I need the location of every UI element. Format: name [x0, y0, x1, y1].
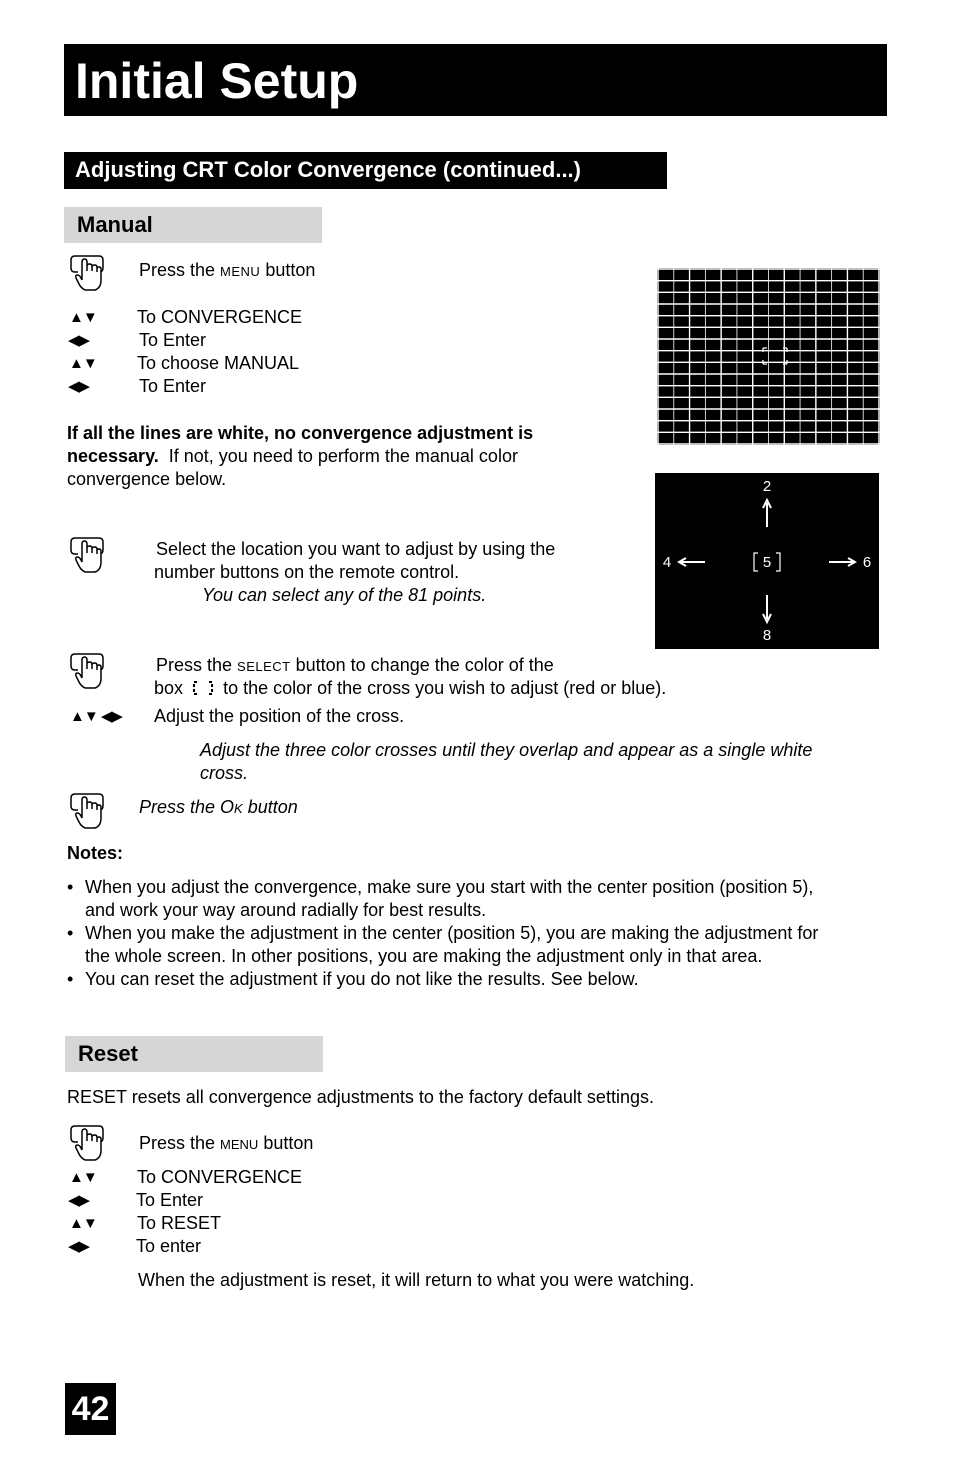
- reset-step: To RESET: [137, 1213, 222, 1233]
- hand-press-icon: [69, 536, 105, 574]
- notes-list: [67, 876, 887, 991]
- up-down-arrow-icon: ▲▼: [69, 1169, 97, 1186]
- select-note: You can select any of the 81 points.: [202, 585, 487, 605]
- note-item: • You can reset the adjustment if you do not like the results. See below.: [67, 968, 887, 991]
- warning-line-1: If all the lines are white, no convergence adjustment is: [67, 423, 534, 443]
- reset-step: To CONVERGENCE: [137, 1167, 303, 1187]
- reset-press-menu: Press the MENU button: [139, 1133, 314, 1153]
- position-8-label: 8: [762, 627, 772, 644]
- manual-step: To choose MANUAL: [137, 353, 300, 373]
- reset-step: To enter: [136, 1236, 202, 1256]
- up-down-arrow-icon: ▲▼: [69, 309, 97, 326]
- all-direction-arrow-icon: ▲▼ ◀▶: [70, 708, 122, 725]
- manual-heading: Manual: [77, 212, 153, 237]
- select-line-1: Select the location you want to adjust by using the: [156, 539, 556, 559]
- hand-press-icon: [69, 254, 105, 292]
- page-number-box: [65, 1383, 116, 1435]
- select-line-2: number buttons on the remote control.: [154, 562, 460, 582]
- left-right-arrow-icon: ◀▶: [68, 1238, 90, 1255]
- notes-heading: Notes:: [67, 843, 124, 863]
- manual-press-menu: Press the MENU button: [139, 260, 316, 280]
- section-title-bar: [64, 152, 667, 189]
- box-line: box to the color of the cross you wish to adjust (red or blue).: [154, 678, 667, 698]
- warning-line-2: necessary. If not, you need to perform the manual color: [67, 446, 518, 466]
- page-title-bar: [64, 44, 887, 116]
- note-item: • When you adjust the convergence, make sure you start with the center position (position 5), and work your way around radially for best results.: [67, 876, 887, 922]
- left-right-arrow-icon: ◀▶: [68, 1192, 90, 1209]
- reset-heading: Reset: [78, 1041, 138, 1066]
- reset-description: RESET resets all convergence adjustments to the factory default settings.: [67, 1087, 654, 1107]
- page-number: 42: [71, 1390, 110, 1428]
- box-icon: [192, 681, 214, 695]
- position-diagram-image: [655, 473, 879, 649]
- warning-line-3: convergence below.: [67, 469, 227, 489]
- position-4-label: 4: [662, 554, 672, 571]
- manual-heading-bar: [64, 207, 322, 243]
- position-2-label: 2: [762, 478, 772, 495]
- position-5-label: 5: [762, 554, 772, 571]
- left-right-arrow-icon: ◀▶: [68, 332, 90, 349]
- up-down-arrow-icon: ▲▼: [69, 355, 97, 372]
- hand-press-icon: [69, 652, 105, 690]
- reset-heading-bar: [65, 1036, 323, 1072]
- press-ok-line: Press the OK button: [139, 797, 298, 817]
- hand-press-icon: [69, 792, 105, 830]
- up-down-arrow-icon: ▲▼: [69, 1215, 97, 1232]
- left-right-arrow-icon: ◀▶: [68, 378, 90, 395]
- reset-step: To Enter: [136, 1190, 204, 1210]
- page-title: Initial Setup: [75, 53, 359, 109]
- adjust-line: Adjust the position of the cross.: [154, 706, 405, 726]
- position-6-label: 6: [862, 554, 872, 571]
- section-title: Adjusting CRT Color Convergence (continued...): [75, 157, 581, 182]
- reset-after-note: When the adjustment is reset, it will return to what you were watching.: [138, 1270, 695, 1290]
- overlap-line-1: Adjust the three color crosses until they overlap and appear as a single white: [200, 740, 813, 760]
- select-button-line: Press the SELECT button to change the color of the: [156, 655, 554, 675]
- convergence-grid-image: [657, 268, 880, 445]
- overlap-line-2: cross.: [200, 763, 249, 783]
- manual-step: To Enter: [139, 376, 207, 396]
- hand-press-icon: [69, 1124, 105, 1162]
- manual-step: To CONVERGENCE: [137, 307, 303, 327]
- manual-step: To Enter: [139, 330, 207, 350]
- note-item: • When you make the adjustment in the center (position 5), you are making the adjustment for the whole screen. In other positions, you are making the adjustment only in that area.: [67, 922, 887, 968]
